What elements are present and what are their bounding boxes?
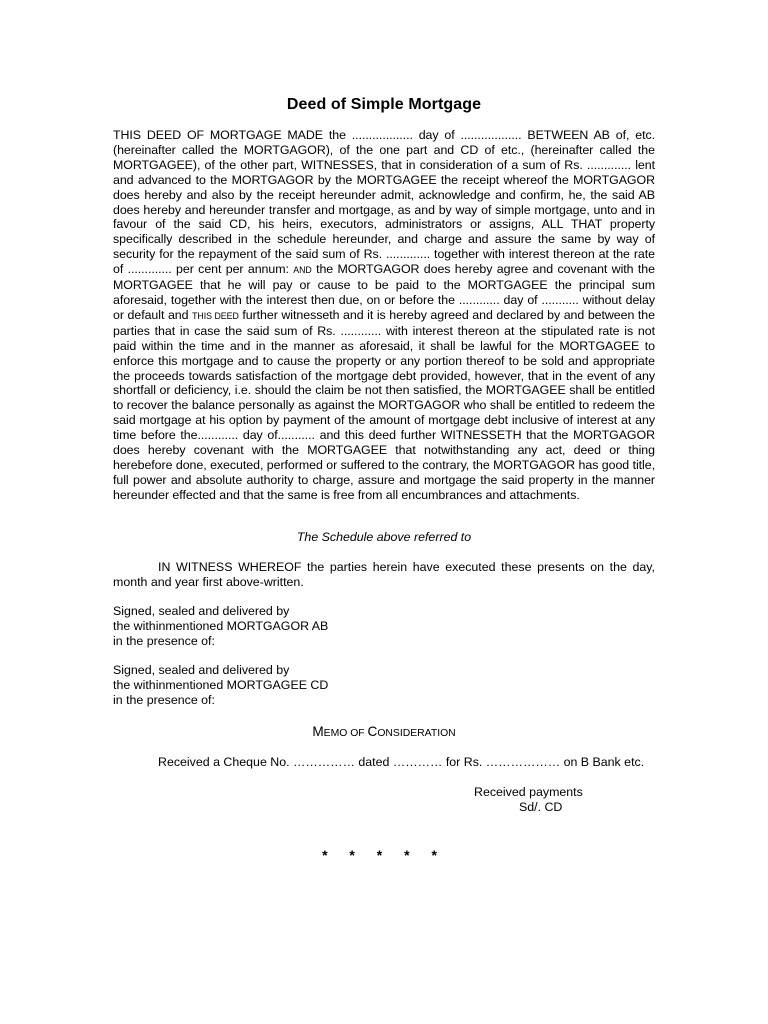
- deed-body-part-2: the MORTGAGOR does hereby agree and covenant with the MORTGAGEE that he will pay or cause to be paid to the MORTGAGEE the principal sum aforesaid, together with the interest then due, on or before the ............ day of ........... without delay or default and: [113, 262, 655, 322]
- signature-line: in the presence of:: [113, 634, 215, 648]
- document-title: Deed of Simple Mortgage: [286, 96, 482, 113]
- witness-paragraph: IN WITNESS WHEREOF the parties herein have executed these presents on the day, month and year first above-written.: [113, 560, 655, 589]
- signature-line: the withinmentioned MORTGAGEE CD: [113, 678, 329, 692]
- memo-heading-c: C: [367, 724, 378, 739]
- received-payments-label: Received payments: [474, 785, 583, 799]
- end-stars-divider: * * * * *: [322, 847, 446, 863]
- and-smallcaps: AND: [293, 265, 312, 276]
- signature-sd-cd: Sd/. CD: [519, 800, 563, 814]
- mortgagee-signature-block: [113, 663, 655, 708]
- signature-line: in the presence of:: [113, 693, 215, 707]
- deed-body-part-3: further witnesseth and it is hereby agreed and declared by and between the parties that in case the said sum of Rs. ............ with interest thereon at the stipulated rate is not paid within the time and in the manner as aforesaid, it shall be lawful for the MORTGAGEE to enforce this mortgage and to cause the property or any portion thereof to be sold and appropriate the proceeds towards satisfaction of the mortgage debt provided, however, that in the event of any shortfall or deficiency, i.e. should the claim be not then satisfied, the MORTGAGEE shall be entitled to recover the balance personally as against the MORTGAGOR who shall be entitled to redeem the said mortgage at his option by payment of the amount of mortgage debt inclusive of interest at any time before the............ day of........... and this deed further WITNESSETH that the MORTGAGOR does hereby covenant with the MORTGAGEE that notwithstanding any act, deed or thing herebefore done, executed, performed or suffered to the contrary, the MORTGAGOR has good title, full power and absolute authority to charge, assure and mortgage the said property in the manner hereunder effected and that the same is free from all encumbrances and attachments.: [113, 307, 655, 502]
- deed-body-paragraph: [113, 128, 655, 503]
- signature-line: the withinmentioned MORTGAGOR AB: [113, 619, 329, 633]
- schedule-heading: The Schedule above referred to: [296, 530, 472, 544]
- deed-body-part-1: THIS DEED OF MORTGAGE MADE the .................. day of .................. BETWEEN AB of, etc. (hereinafter called the MORTGAGOR), of the one part and CD of etc., (hereinafter called the MORTGAGEE), of the other part, WITNESSES, that in consideration of a sum of Rs. ............. lent and advanced to the MORTGAGOR by the MORTGAGEE the receipt whereof the MORTGAGOR does hereby and also by the receipt hereunder admit, acknowledge and confirm, he, the said AB does hereby and hereunder transfer and mortgage, as and by way of simple mortgage, unto and in favour of the said CD, his heirs, executors, administrators or assigns, ALL THAT property specifically described in the schedule hereunder, and charge and assure the same by way of security for the repayment of the said sum of Rs. ............. together with interest thereon at the rate of ............. per cent per annum:: [113, 128, 655, 277]
- signature-line: Signed, sealed and delivered by: [113, 663, 290, 677]
- signature-line: Signed, sealed and delivered by: [113, 604, 290, 618]
- memo-heading-m: M: [312, 724, 324, 739]
- memo-heading-onsideration: ONSIDERATION: [377, 728, 456, 739]
- this-deed-smallcaps: THIS DEED: [192, 310, 239, 321]
- document-page: [113, 0, 655, 1024]
- memo-heading: [113, 723, 655, 742]
- cheque-received-line: Received a Cheque No. …………… dated ………… for Rs. ……………… on B Bank etc.: [158, 755, 645, 769]
- mortgagor-signature-block: [113, 604, 655, 649]
- memo-heading-emo: EMO OF: [323, 728, 368, 739]
